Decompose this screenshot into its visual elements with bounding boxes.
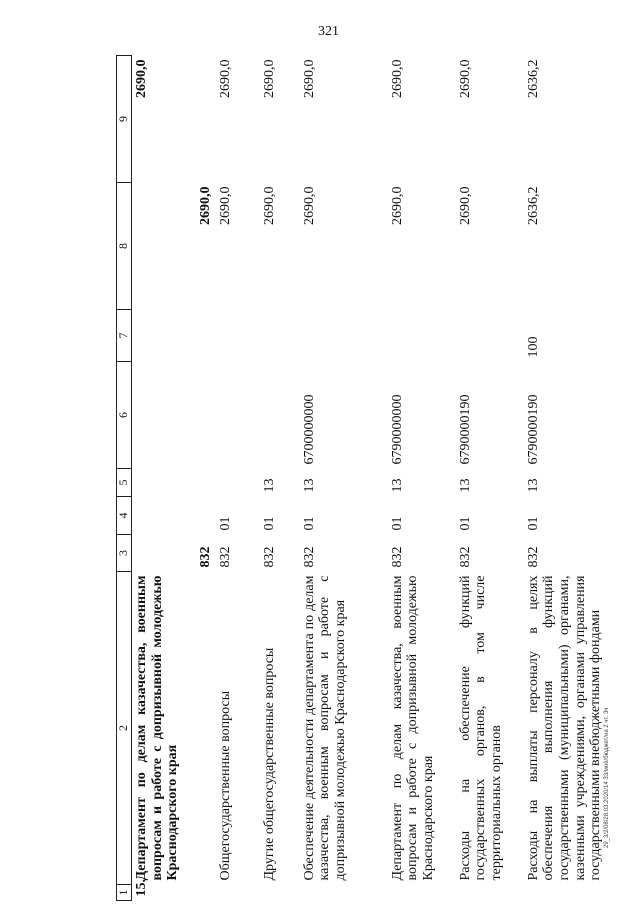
- row-number: [260, 885, 300, 901]
- column-header: 9: [117, 56, 132, 183]
- row-name: Департамент по делам казачества, военным вопросам и работе с допризывной молодежью Краснодарского края: [134, 575, 181, 881]
- column-header: 6: [117, 362, 132, 469]
- cell-section: 01: [301, 516, 317, 531]
- column-header: 5: [117, 469, 132, 497]
- table-header-row: [117, 56, 132, 901]
- table-row: [260, 56, 300, 901]
- table-row: [216, 56, 260, 901]
- cell-subsection: [216, 469, 260, 497]
- column-header: 3: [117, 535, 132, 572]
- table-row: [388, 56, 456, 901]
- cell-subsection: 13: [261, 478, 277, 493]
- cell-subsection: 13: [389, 478, 405, 493]
- budget-table-rotated: [116, 56, 604, 901]
- cell-subsection: 13: [457, 478, 473, 493]
- column-header: 8: [117, 183, 132, 310]
- cell-amount-col9: 2690,0: [457, 59, 473, 98]
- cell-amount-col8: 2636,2: [525, 186, 541, 225]
- cell-amount-col9: 2636,2: [525, 59, 541, 98]
- cell-target-article: [260, 362, 300, 469]
- row-name: Другие общегосударственные вопросы: [261, 647, 277, 881]
- cell-section: 01: [525, 516, 541, 531]
- row-name: Расходы на обеспечение функций государственных органов, в том числе территориальных органов: [457, 575, 504, 881]
- cell-amount-col9: 2690,0: [389, 59, 405, 98]
- row-number: 15.: [134, 879, 149, 897]
- column-header: 2: [117, 572, 132, 885]
- table-row: [524, 56, 632, 901]
- column-header: 4: [117, 497, 132, 535]
- cell-expense-type: 100: [525, 336, 541, 358]
- cell-expense-type: [388, 310, 456, 362]
- column-header: 7: [117, 310, 132, 362]
- row-number: [216, 885, 260, 901]
- cell-amount-col8: 2690,0: [457, 186, 473, 225]
- cell-expense-type: [300, 310, 388, 362]
- cell-section: 01: [217, 516, 233, 531]
- column-header: 1: [117, 885, 132, 901]
- cell-target-article: 6790000190: [525, 394, 541, 465]
- cell-amount-col9: 2690,0: [134, 59, 149, 98]
- cell-section: [132, 497, 216, 535]
- cell-target-article: [132, 362, 216, 469]
- cell-ministry-code: 832: [261, 546, 277, 568]
- row-number: [524, 885, 632, 901]
- cell-amount-col9: 2690,0: [217, 59, 233, 98]
- row-name: Расходы на выплаты персоналу в целях обеспечения выполнения функций государственными (муниципальными) органами, казенными учреждениями, органами управления государственными внебюджетными фондами: [525, 575, 604, 881]
- table-row: [456, 56, 524, 901]
- cell-ministry-code: 832: [217, 546, 233, 568]
- table-row-department: [132, 56, 216, 901]
- row-number: [388, 885, 456, 901]
- footer-file-note: 29_3/2/08/28.03.2020/14 33/моё/бюджет/на 2 чт. 3ч: [604, 707, 610, 848]
- cell-ministry-code: 832: [457, 546, 473, 568]
- cell-expense-type: [456, 310, 524, 362]
- cell-subsection: 13: [525, 478, 541, 493]
- row-name: Департамент по делам казачества, военным вопросам и работе с допризывной молодежью Краснодарского края: [389, 575, 436, 881]
- cell-expense-type: [216, 310, 260, 362]
- budget-table: [116, 55, 632, 901]
- cell-amount-col8: 2690,0: [301, 186, 317, 225]
- cell-expense-type: [132, 310, 216, 362]
- cell-ministry-code: 832: [301, 546, 317, 568]
- cell-amount-col8: 2690,0: [261, 186, 277, 225]
- page-number: 321: [318, 24, 339, 39]
- cell-subsection: 13: [301, 478, 317, 493]
- cell-section: 01: [389, 516, 405, 531]
- cell-expense-type: [260, 310, 300, 362]
- cell-amount-col8: 2690,0: [217, 186, 233, 225]
- cell-ministry-code: 832: [525, 546, 541, 568]
- cell-section: 01: [261, 516, 277, 531]
- cell-target-article: 6790000000: [389, 394, 405, 465]
- cell-section: 01: [457, 516, 473, 531]
- cell-target-article: 6700000000: [301, 394, 317, 465]
- cell-amount-col8: 2690,0: [389, 186, 405, 225]
- cell-amount-col9: 2690,0: [261, 59, 277, 98]
- cell-subsection: [132, 469, 216, 497]
- row-name: Общегосударственные вопросы: [217, 690, 233, 881]
- cell-target-article: [216, 362, 260, 469]
- cell-amount-col8: 2690,0: [197, 186, 213, 225]
- cell-ministry-code: 832: [197, 546, 213, 568]
- cell-amount-col9: 2690,0: [301, 59, 317, 98]
- table-row: [300, 56, 388, 901]
- row-name: Обеспечение деятельности департамента по делам казачества, военным вопросам и работе с допризывной молодежью Краснодарского края: [301, 575, 348, 881]
- cell-ministry-code: 832: [389, 546, 405, 568]
- cell-target-article: 6790000190: [457, 394, 473, 465]
- row-number: [456, 885, 524, 901]
- row-number: [300, 885, 388, 901]
